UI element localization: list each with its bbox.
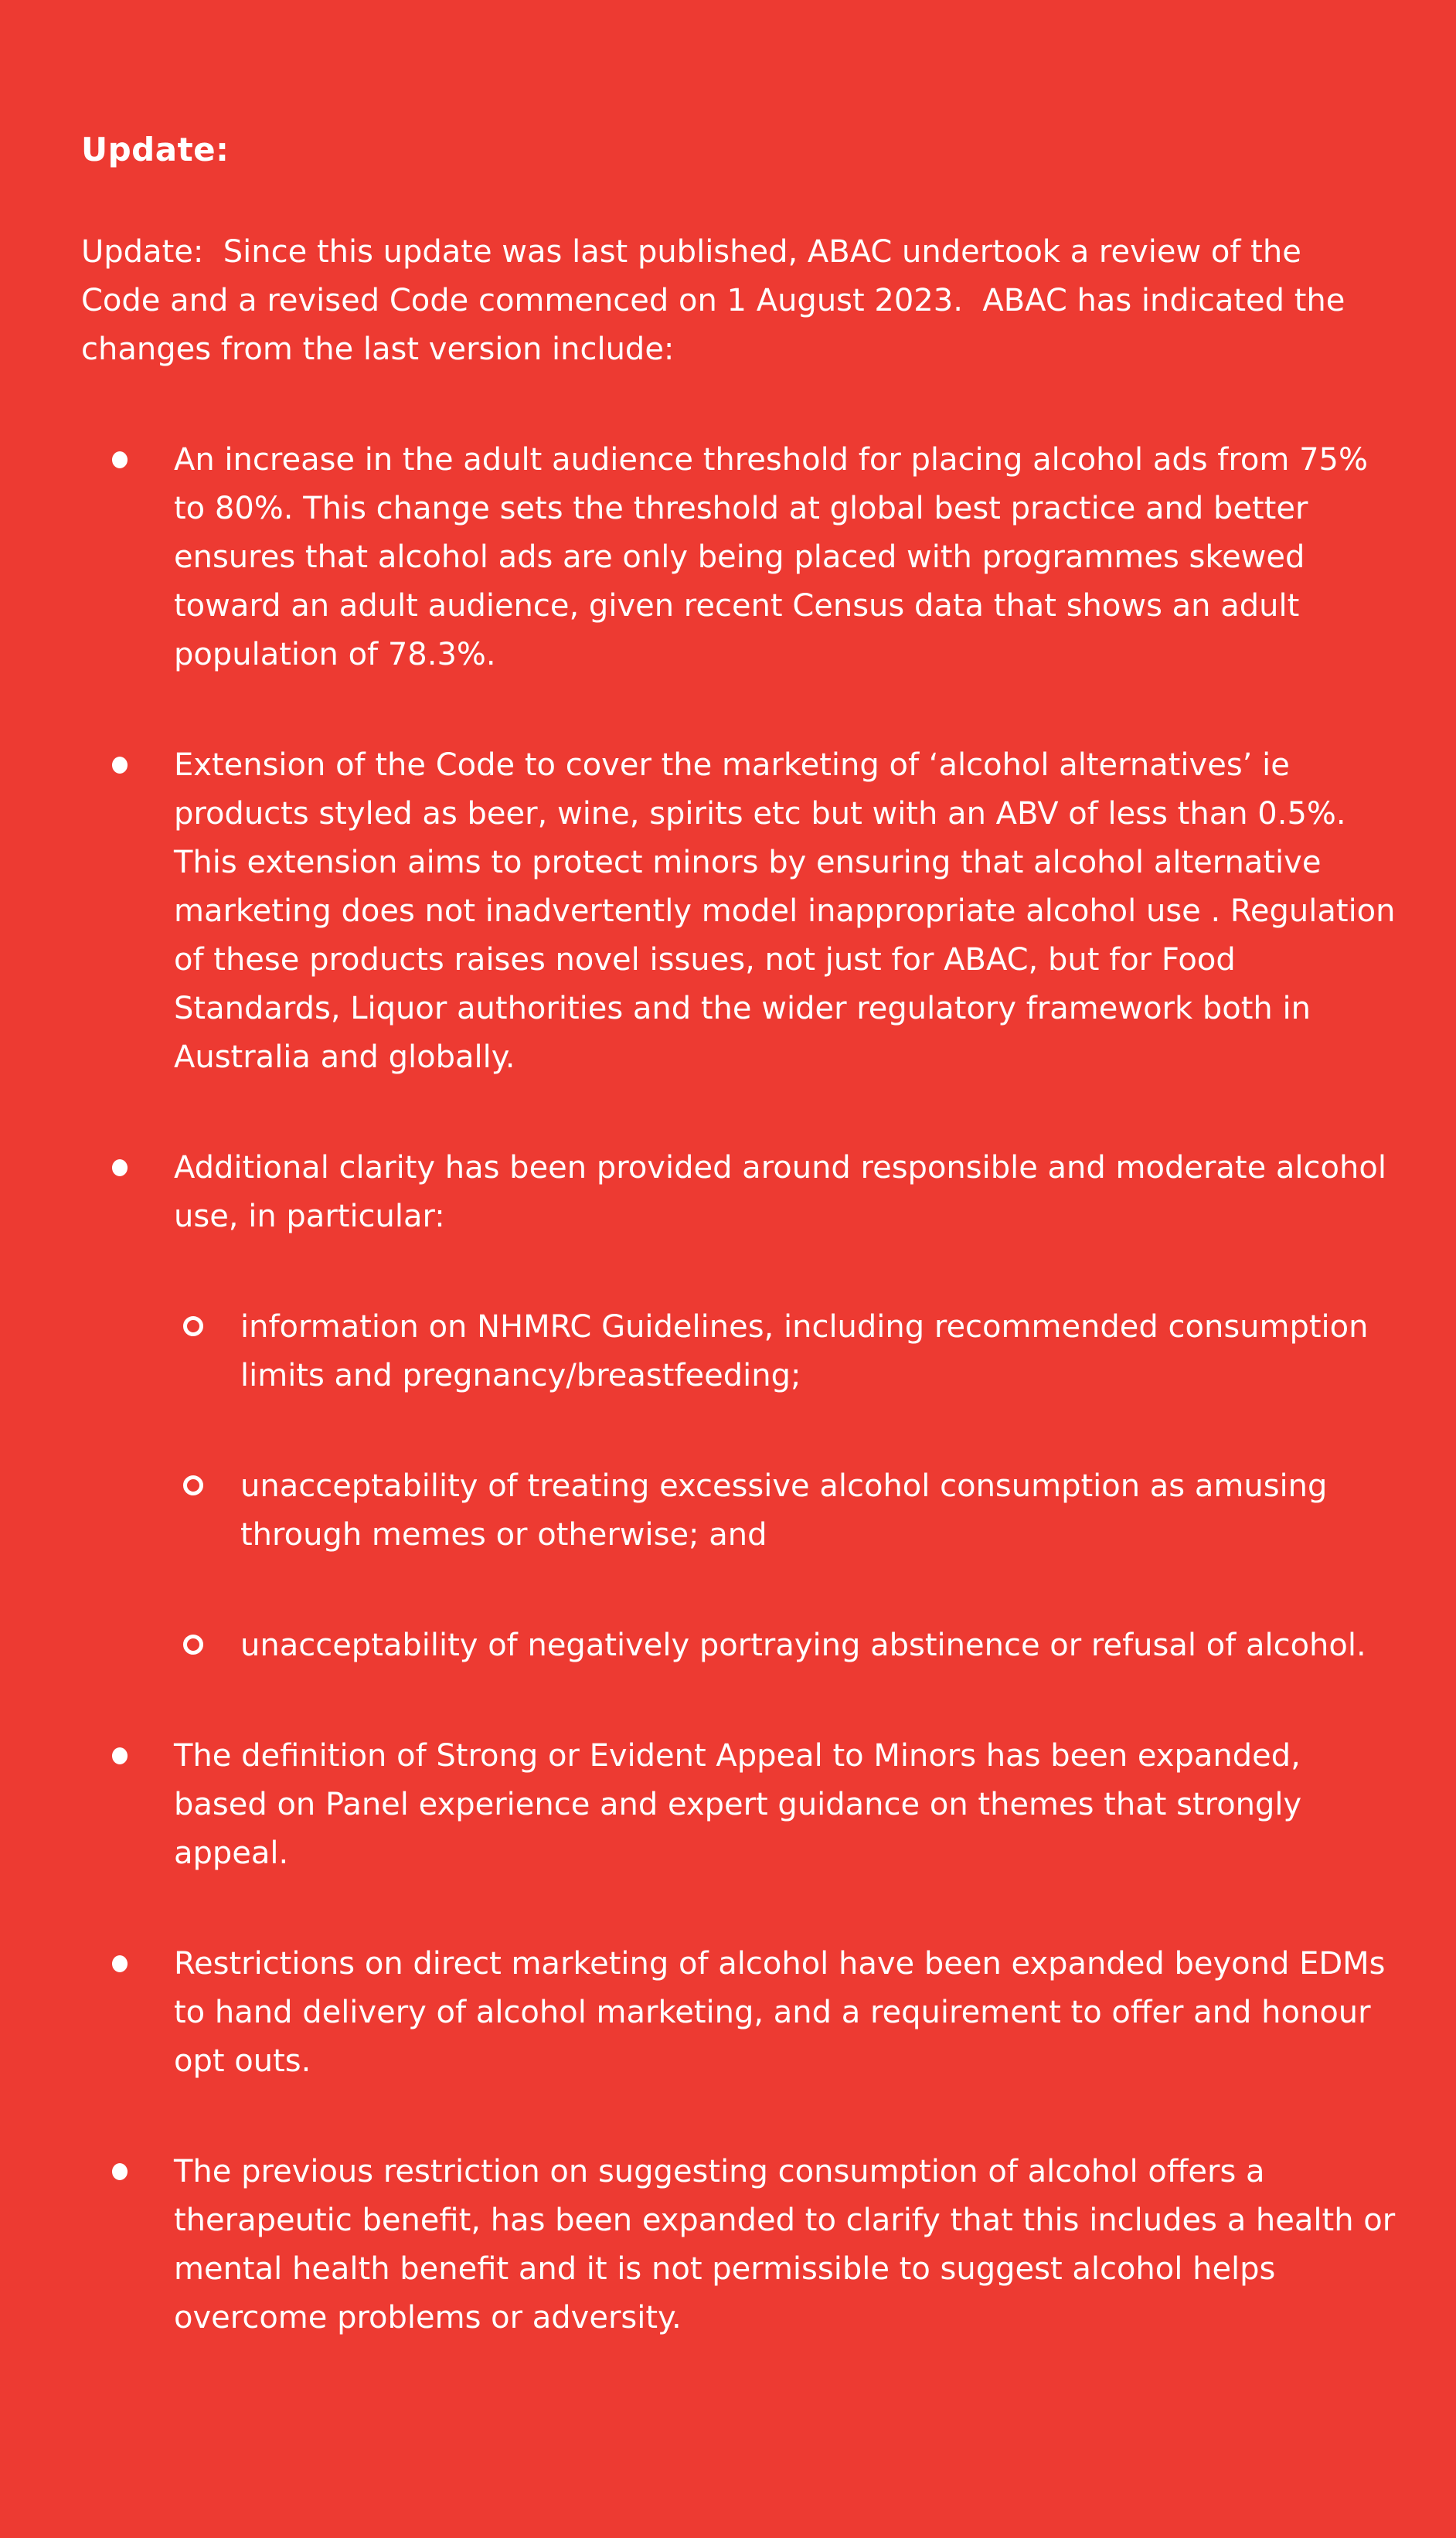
bullet-item bbox=[81, 741, 1406, 1082]
bullet-text: Restrictions on direct marketing of alcohol have been expanded beyond EDMs to hand delivery of alcohol marketing, and a requirement to offer and honour opt outs. bbox=[174, 1946, 1396, 2079]
bullet-text: Additional clarity has been provided around responsible and moderate alcohol use, in particular: bbox=[174, 1150, 1396, 1234]
circle-bullet-icon bbox=[183, 1475, 203, 1495]
bullet-text: Extension of the Code to cover the marketing of ‘alcohol alternatives’ ie products styled as beer, wine, spirits etc but with an ABV of less than 0.5%. This extension aims to protect minors by ensuring that alcohol alternative marketing does not inadvertently model inappropriate alcohol use . Regulation of these products raises novel issues, not just for ABAC, but for Food Standards, Liquor authorities and the wider regulatory framework both in Australia and globally. bbox=[174, 747, 1406, 1075]
page-title: Update: bbox=[81, 131, 230, 168]
bullet-dot-icon bbox=[112, 757, 128, 774]
bullet-text: An increase in the adult audience threshold for placing alcohol ads from 75% to 80%. This change sets the threshold at global best practice and better ensures that alcohol ads are only being placed with programmes skewed toward an adult audience, given recent Census data that shows an adult population of 78.3%. bbox=[174, 442, 1378, 672]
bullet-item bbox=[81, 1732, 1402, 1878]
bullet-item bbox=[81, 436, 1402, 679]
sub-bullet-text: information on NHMRC Guidelines, including recommended consumption limits and pregnancy/breastfeeding; bbox=[240, 1309, 1379, 1393]
bullet-text: The previous restriction on suggesting consumption of alcohol offers a therapeutic benefit, has been expanded to clarify that this includes a health or mental health benefit and it is not permissible to suggest alcohol helps overcome problems or adversity. bbox=[174, 2154, 1405, 2336]
bullet-item bbox=[81, 1144, 1402, 1670]
bullet-dot-icon bbox=[112, 1955, 128, 1972]
bullet-dot-icon bbox=[112, 1159, 128, 1176]
changes-list bbox=[81, 436, 1406, 2342]
sub-bullet-item bbox=[174, 1462, 1402, 1560]
sub-bullet-text: unacceptability of negatively portraying abstinence or refusal of alcohol. bbox=[240, 1628, 1366, 1663]
bullet-dot-icon bbox=[112, 451, 128, 468]
clarity-sub-list bbox=[174, 1303, 1402, 1670]
sub-bullet-text: unacceptability of treating excessive alcohol consumption as amusing through memes or otherwise; and bbox=[240, 1468, 1338, 1553]
bullet-text: The definition of Strong or Evident Appeal to Minors has been expanded, based on Panel experience and expert guidance on themes that strongly appeal. bbox=[174, 1738, 1311, 1871]
sub-bullet-item bbox=[174, 1621, 1402, 1670]
bullet-dot-icon bbox=[112, 1747, 128, 1764]
circle-bullet-icon bbox=[183, 1635, 203, 1655]
intro-paragraph: Update: Since this update was last published, ABAC undertook a review of the Code and a revised Code commenced on 1 August 2023. ABAC has indicated the changes from the last version include: bbox=[81, 234, 1356, 367]
bullet-dot-icon bbox=[112, 2163, 128, 2180]
bullet-item bbox=[81, 2148, 1405, 2342]
circle-bullet-icon bbox=[183, 1316, 203, 1336]
sub-bullet-item bbox=[174, 1303, 1402, 1400]
bullet-item bbox=[81, 1940, 1402, 2086]
